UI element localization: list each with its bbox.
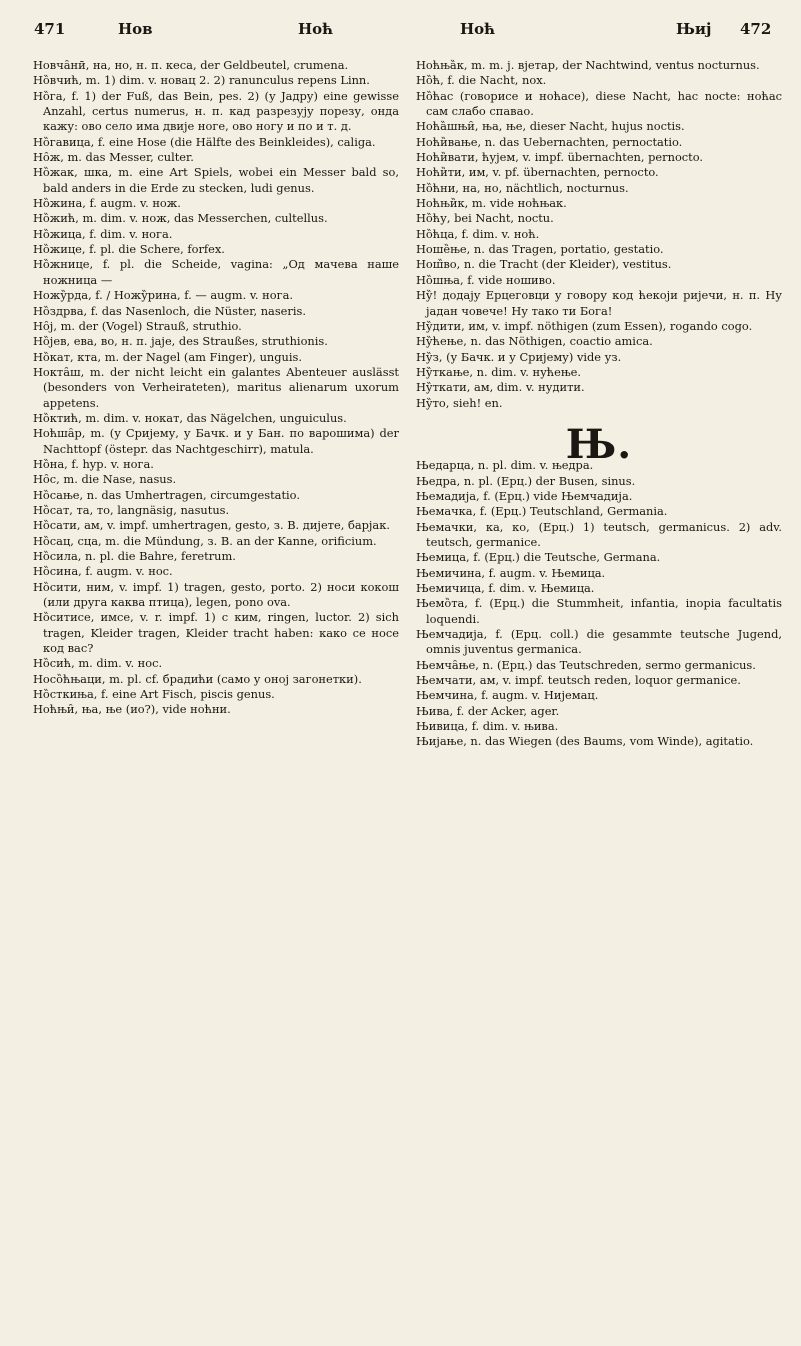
page-number-left: 471 bbox=[34, 20, 66, 38]
dictionary-entry: Ноћша̑р, m. (у Сријему, у Бачк. и у Бан. по варошима) der Nachttopf (östeрr. das Nachtgeschirr), matula. bbox=[33, 426, 399, 456]
right-column-entries-section bbox=[416, 458, 782, 750]
dictionary-entry: Ноћњи̑, ња, ње (ио?), vide ноћни. bbox=[33, 702, 231, 717]
dictionary-entry: Но̏ћас (говорисе и ноћасе), diese Nacht, hac nocte: ноћас сам слабо спавао. bbox=[416, 88, 782, 119]
dictionary-entry: Но̏шња, f. vide ношиво. bbox=[416, 272, 556, 287]
dictionary-entry: Но̏ћни, на, но, nächtlich, nocturnus. bbox=[416, 180, 629, 195]
dictionary-entry: Њива, f. der Acker, ager. bbox=[416, 703, 560, 718]
dictionary-entry: Но̏жак, шка, m. eine Art Spiels, wobei ein Messer bald so, bald anders in die Erde zu stecken, ludi genus. bbox=[33, 165, 399, 195]
dictionary-entry: Но̑ж, m. das Messer, culter. bbox=[33, 150, 194, 165]
dictionary-entry: Но̏ктић, m. dim. v. нокат, das Nägelchen, unguiculus. bbox=[33, 410, 347, 425]
dictionary-entry: Но̏сити, ним, v. impf. 1) tragen, gesto, porto. 2) носи кокош (или друга каква птица), legen, pono ova. bbox=[33, 579, 399, 610]
dictionary-entry: Њемо̏та, f. (Ерц.) die Stummheit, infantia, inopia facultatis loquendi. bbox=[416, 596, 782, 626]
dictionary-entry: Но̏сац, сца, m. die Mündung, з. В. an der Kanne, orificium. bbox=[33, 533, 377, 548]
right-column bbox=[416, 58, 782, 750]
dictionary-entry: Ножу̏рда, f. / Ножу̏рина, f. — augm. v. нога. bbox=[33, 288, 293, 303]
dictionary-entry: Но̏сат, та, то, langnäsig, nasutus. bbox=[33, 502, 230, 517]
dictionary-entry: Њемица, f. (Ерц.) die Teutsche, Germana. bbox=[416, 550, 661, 565]
dictionary-entry: Ноћња̏к, m. m. ј. вјетар, der Nachtwind, ventus nocturnus. bbox=[416, 58, 760, 72]
dictionary-entry: Но̏гавица, f. eine Hose (die Hälfte des Beinkleides), caliga. bbox=[33, 134, 376, 149]
dictionary-entry: Но̏сић, m. dim. v. нос. bbox=[33, 656, 163, 671]
dictionary-entry: Но̏јев, ева, во, н. п. јаје, des Straußes, struthionis. bbox=[33, 334, 328, 349]
dictionary-entry: Но̏вчић, m. 1) dim. v. новац 2. 2) ranunculus repens Linn. bbox=[33, 73, 370, 88]
dictionary-entry: Но̑ј, m. der (Vogel) Strauß, struthio. bbox=[33, 318, 242, 333]
dictionary-entry: Но̏ситисе, имсе, v. r. impf. 1) с ким, ringen, luctor. 2) sich tragen, Kleider tragen, Kleider tracht haben: како се носе код вас? bbox=[33, 610, 399, 656]
right-column-entries bbox=[416, 58, 782, 411]
dictionary-entry: Но̏га, f. 1) der Fuß, das Bein, pes. 2) (у Јадру) eine gewisse Anzahl, certus numerus, н. п. кад разрезују порезу, онда кажу: ово село има двије ноге, ово ногу и по и т. д. bbox=[33, 88, 399, 134]
dictionary-entry: Ну̏з, (у Бачк. и у Сријему) vide уз. bbox=[416, 349, 622, 364]
page-number-right: 472 bbox=[740, 20, 772, 38]
guide-word-left-1: Нов bbox=[118, 20, 153, 38]
dictionary-entry: Нокта̑ш, m. der nicht leicht ein galantes Abenteuer auslässt (besonders von Verheirateten), maritus alienarum uxorum appetens. bbox=[33, 364, 399, 410]
dictionary-entry: Ноћа̏шњи̑, ња, ње, dieser Nacht, hujus noctis. bbox=[416, 119, 685, 134]
dictionary-entry: Но̏сање, n. das Umhertragen, circumgestatio. bbox=[33, 487, 300, 502]
dictionary-entry: Носо̏ћњаци, m. pl. cf. брадићи (само у оној загонетки). bbox=[33, 671, 362, 686]
dictionary-entry: Њемичица, f. dim. v. Њемица. bbox=[416, 581, 595, 595]
guide-word-right-1: Ноћ bbox=[460, 20, 496, 38]
dictionary-entry: Њемадија, f. (Ерц.) vide Њемчадија. bbox=[416, 488, 633, 503]
dictionary-entry: Но̏жице, f. pl. die Schere, forfex. bbox=[33, 242, 225, 257]
dictionary-entry: Ну̏ћење, n. das Nöthigen, coactio amica. bbox=[416, 334, 653, 349]
dictionary-entry: Ну̏ткати, ам, dim. v. нудити. bbox=[416, 380, 585, 395]
dictionary-entry: Ноћи̏ти, им, v. pf. übernachten, pernocto. bbox=[416, 165, 659, 180]
dictionary-entry: Њемачки, ка, ко, (Ерц.) 1) teutsch, germanicus. 2) adv. teutsch, germanice. bbox=[416, 519, 782, 549]
dictionary-entry: Но̏жица, f. dim. v. нога. bbox=[33, 226, 173, 241]
dictionary-entry: Нош̏во, n. die Tracht (der Kleider), vestitus. bbox=[416, 257, 672, 272]
dictionary-entry: Но̏сткиња, f. eine Art Fisch, piscis genus. bbox=[33, 687, 275, 702]
dictionary-entry: Но̏сати, ам, v. impf. umhertragen, gesto, з. В. дијете, барјак. bbox=[33, 518, 390, 533]
section-letter: Њ. bbox=[565, 420, 633, 468]
dictionary-entry: Ноћи̏вати, ћујем, v. impf. übernachten, pernocto. bbox=[416, 150, 704, 165]
dictionary-entry: Но̏сила, n. pl. die Bahre, feretrum. bbox=[33, 549, 236, 563]
dictionary-entry: Ноћи̏вање, n. das Uebernachten, pernoctatio. bbox=[416, 134, 683, 149]
dictionary-entry: Ну̏ткање, n. dim. v. нућење. bbox=[416, 364, 582, 379]
dictionary-entry: Њемча̑ње, n. (Ерц.) das Teutschreden, sermo germanicus. bbox=[416, 657, 756, 672]
dictionary-entry: Њијање, n. das Wiegen (des Baums, vom Winde), agitatio. bbox=[416, 734, 754, 749]
dictionary-entry: Но̏жнице, f. pl. die Scheide, vagina: „Од мачева наше ножница — bbox=[33, 257, 399, 287]
dictionary-entry: Но̏на, f. hyp. v. нога. bbox=[33, 456, 154, 471]
dictionary-entry: Ну̏дити, им, v. impf. nöthigen (zum Essen), rogando cogo. bbox=[416, 318, 753, 333]
dictionary-entry: Њемчати, ам, v. impf. teutsch reden, loquor germanice. bbox=[416, 673, 741, 688]
guide-word-left-2: Ноћ bbox=[298, 20, 334, 38]
page-header bbox=[0, 8, 801, 42]
dictionary-entry: Њемчадија, f. (Ерц. coll.) die gesammte teutsche Jugend, omnis juventus germanica. bbox=[416, 627, 782, 657]
dictionary-entry: Новча̑нӣ, на, но, н. п. кеса, der Geldbeutel, crumena. bbox=[33, 58, 349, 72]
dictionary-entry: Но̏сина, f. augm. v. нос. bbox=[33, 564, 173, 579]
dictionary-entry: Ноћњи̏к, m. vide ноћњак. bbox=[416, 196, 567, 211]
dictionary-entry: Но̏ћ, f. die Nacht, nox. bbox=[416, 73, 547, 88]
dictionary-entry: Њемчина, f. augm. v. Нијемац. bbox=[416, 688, 599, 703]
dictionary-entry: Ну̏то, sieh! en. bbox=[416, 395, 503, 410]
dictionary-entry: Но̏жић, m. dim. v. нож, das Messerchen, cultellus. bbox=[33, 211, 328, 226]
dictionary-entry: Но̑с, m. die Nase, nasus. bbox=[33, 472, 177, 487]
dictionary-entry: Њедарца, n. pl. dim. v. њедра. bbox=[416, 458, 594, 473]
guide-word-right-2: Њиј bbox=[676, 20, 712, 38]
dictionary-entry: Ну̏! додају Ерцеговци у говору код ћекоји ријечи, н. п. Ну јадан човече! Ну тако ти Бога! bbox=[416, 288, 782, 318]
dictionary-entry: Но̏здрва, f. das Nasenloch, die Nüster, naseris. bbox=[33, 303, 306, 318]
dictionary-entry: Њивица, f. dim. v. њива. bbox=[416, 719, 559, 734]
left-column bbox=[33, 58, 399, 718]
dictionary-entry: Њедра, n. pl. (Ерц.) der Busen, sinus. bbox=[416, 473, 636, 488]
dictionary-entry: Но̏ћу, bei Nacht, noctu. bbox=[416, 211, 554, 226]
dictionary-entry: Но̏жина, f. augm. v. нож. bbox=[33, 196, 181, 211]
dictionary-entry: Њемачка, f. (Ерц.) Teutschland, Germania. bbox=[416, 504, 668, 519]
dictionary-entry: Но̏кат, кта, m. der Nagel (am Finger), unguis. bbox=[33, 349, 303, 364]
dictionary-entry: Но̏ћца, f. dim. v. ноћ. bbox=[416, 226, 540, 241]
dictionary-entry: Ноше̏ње, n. das Tragen, portatio, gestatio. bbox=[416, 242, 664, 257]
dictionary-entry: Њемичина, f. augm. v. Њемица. bbox=[416, 565, 606, 580]
